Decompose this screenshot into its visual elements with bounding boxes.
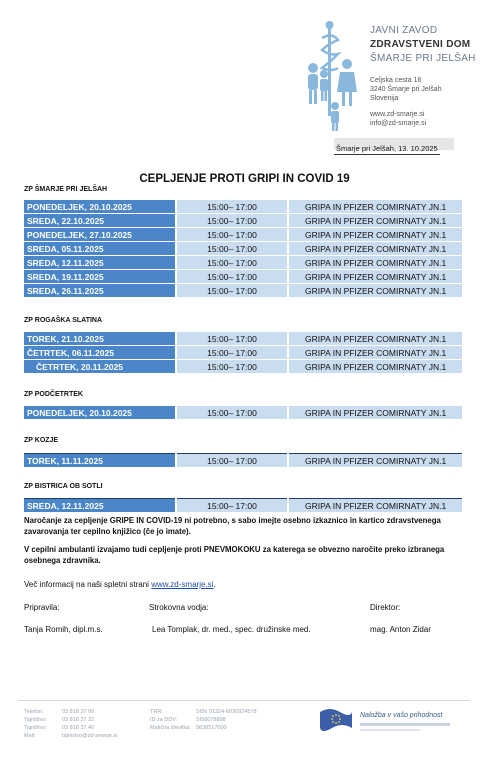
footer-divider xyxy=(18,700,470,701)
table-row xyxy=(24,499,462,513)
table-row xyxy=(24,214,462,228)
footer-col1-values xyxy=(62,708,117,740)
header-email: info@zd-smarje.si xyxy=(370,120,427,127)
vaccine-cell: GRIPA IN PFIZER COMIRNATY JN.1 xyxy=(288,228,462,242)
day-cell: TOREK, 21.10.2025 xyxy=(24,332,176,346)
time-cell: 15:00– 17:00 xyxy=(176,228,288,242)
section-title-smarje: ZP ŠMARJE PRI JELŠAH xyxy=(24,186,108,193)
time-cell: 15:00– 17:00 xyxy=(176,454,288,468)
footer-label: Tajništvo: xyxy=(24,725,47,731)
time-cell: 15:00– 17:00 xyxy=(176,346,288,360)
day-cell: PONEDELJEK, 20.10.2025 xyxy=(24,200,176,214)
day-cell: SREDA, 19.11.2025 xyxy=(24,270,176,284)
director-label: Direktor: xyxy=(370,603,401,612)
time-cell: 15:00– 17:00 xyxy=(176,406,288,420)
org-name-line1: JAVNI ZAVOD xyxy=(370,25,438,36)
logo-figures-icon xyxy=(300,20,362,132)
footer-label: Mail: xyxy=(24,733,36,739)
time-cell: 15:00– 17:00 xyxy=(176,499,288,513)
table-row xyxy=(24,256,462,270)
date-place: Šmarje pri Jelšah, 13. 10.2025 xyxy=(336,144,438,153)
time-cell: 15:00– 17:00 xyxy=(176,242,288,256)
footer-value: 03 818 37 32 xyxy=(62,717,95,723)
eu-subtext-line xyxy=(360,723,450,726)
director-name: mag. Anton Zidar xyxy=(370,625,431,634)
schedule-table-podcetrtek xyxy=(24,406,462,420)
vaccine-cell: GRIPA IN PFIZER COMIRNATY JN.1 xyxy=(288,214,462,228)
day-cell: SREDA, 12.11.2025 xyxy=(24,256,176,270)
expert-name: Lea Tomplak, dr. med., spec. družinske med. xyxy=(152,625,311,634)
day-cell: ČETRTEK, 20.11.2025 xyxy=(24,360,176,374)
eu-slogan: Naložba v vašo prihodnost xyxy=(360,712,443,719)
section-title-rogaska: ZP ROGAŠKA SLATINA xyxy=(24,317,103,324)
section-title-bistrica: ZP BISTRICA OB SOTLI xyxy=(24,483,103,490)
day-cell: SREDA, 12.11.2025 xyxy=(24,499,176,513)
footer-value: tajnistvo@zd-smarje.si xyxy=(62,733,118,739)
time-cell: 15:00– 17:00 xyxy=(176,360,288,374)
day-cell: SREDA, 05.11.2025 xyxy=(24,242,176,256)
footer-value: 03 818 37 40 xyxy=(62,725,95,731)
day-cell: ČETRTEK, 06.11.2025 xyxy=(24,346,176,360)
prepared-label: Pripravila: xyxy=(24,603,60,612)
table-row xyxy=(24,454,462,468)
more-info xyxy=(24,580,216,589)
footer-label: ID za DDV: xyxy=(150,717,178,723)
page-title: CEPLJENJE PROTI GRIPI IN COVID 19 xyxy=(139,173,350,185)
footer-col2-values xyxy=(196,708,257,732)
time-cell: 15:00– 17:00 xyxy=(176,214,288,228)
address-line3: Slovenija xyxy=(370,95,399,102)
address-line2: 3240 Šmarje pri Jelšah xyxy=(370,86,442,93)
table-row xyxy=(24,332,462,346)
footer-col1-labels xyxy=(24,708,47,740)
time-cell: 15:00– 17:00 xyxy=(176,332,288,346)
note-no-appointment: Naročanje za cepljenje GRIPE IN COVID-19 ni potrebno, s sabo imejte osebno izkaznico in kartico zdravstvenega zavarovanja ter cepilno knjižico (če jo imate). xyxy=(24,516,441,536)
eu-flag-icon xyxy=(318,706,354,732)
date-box xyxy=(334,138,454,153)
vaccine-cell: GRIPA IN PFIZER COMIRNATY JN.1 xyxy=(288,332,462,346)
day-cell: TOREK, 11.11.2025 xyxy=(24,454,176,468)
table-row xyxy=(24,346,462,360)
day-cell: PONEDELJEK, 27.10.2025 xyxy=(24,228,176,242)
time-cell: 15:00– 17:00 xyxy=(176,200,288,214)
table-row xyxy=(24,242,462,256)
more-info-text: Več informacij na naši spletni strani xyxy=(24,580,149,589)
logo xyxy=(300,20,362,132)
more-info-suffix: . xyxy=(213,580,216,589)
vaccine-cell: GRIPA IN PFIZER COMIRNATY JN.1 xyxy=(288,346,462,360)
table-row xyxy=(24,270,462,284)
footer-value: SI58078898 xyxy=(196,717,226,723)
website-link[interactable]: www.zd-smarje.si xyxy=(151,580,214,589)
footer-value: SI56 01324-6030924578 xyxy=(196,709,257,715)
footer-col2-labels xyxy=(150,708,191,732)
vaccine-cell: GRIPA IN PFIZER COMIRNATY JN.1 xyxy=(288,360,462,374)
footer-label: Telefon: xyxy=(24,709,44,715)
vaccine-cell: GRIPA IN PFIZER COMIRNATY JN.1 xyxy=(288,256,462,270)
footer-value: 03 818 37 00 xyxy=(62,709,95,715)
vaccine-cell: GRIPA IN PFIZER COMIRNATY JN.1 xyxy=(288,284,462,298)
day-cell: SREDA, 22.10.2025 xyxy=(24,214,176,228)
vaccine-cell: GRIPA IN PFIZER COMIRNATY JN.1 xyxy=(288,200,462,214)
org-name-line3: ŠMARJE PRI JELŠAH xyxy=(370,53,476,64)
footer-label: TRR: xyxy=(150,709,163,715)
vaccine-cell: GRIPA IN PFIZER COMIRNATY JN.1 xyxy=(288,454,462,468)
schedule-table-smarje xyxy=(24,200,462,298)
vaccine-cell: GRIPA IN PFIZER COMIRNATY JN.1 xyxy=(288,242,462,256)
vaccine-cell: GRIPA IN PFIZER COMIRNATY JN.1 xyxy=(288,499,462,513)
address-line1: Celjska cesta 16 xyxy=(370,77,422,84)
vaccine-cell: GRIPA IN PFIZER COMIRNATY JN.1 xyxy=(288,270,462,284)
expert-label: Strokovna vodja: xyxy=(149,603,209,612)
schedule-table-kozje xyxy=(24,453,462,468)
section-title-podcetrtek: ZP PODČETRTEK xyxy=(24,391,83,398)
eu-flag xyxy=(318,706,354,732)
note-pneumococcus: V cepilni ambulanti izvajamo tudi cepljenje proti PNEVMOKOKU za katerega se obvezno naročite preko izbranega osebnega zdravnika. xyxy=(24,545,445,565)
time-cell: 15:00– 17:00 xyxy=(176,256,288,270)
table-row xyxy=(24,360,462,374)
footer-value: 5638517000 xyxy=(196,725,227,731)
time-cell: 15:00– 17:00 xyxy=(176,284,288,298)
day-cell: PONEDELJEK, 20.10.2025 xyxy=(24,406,176,420)
schedule-table-rogaska xyxy=(24,332,462,374)
table-row xyxy=(24,284,462,298)
prepared-name: Tanja Romih, dipl.m.s. xyxy=(24,625,103,634)
eu-subtext-line xyxy=(360,729,420,731)
org-name-line2: ZDRAVSTVENI DOM xyxy=(370,39,471,50)
schedule-table-bistrica xyxy=(24,498,462,513)
time-cell: 15:00– 17:00 xyxy=(176,270,288,284)
footer-label: Matična številka: xyxy=(150,725,191,731)
vaccine-cell: GRIPA IN PFIZER COMIRNATY JN.1 xyxy=(288,406,462,420)
table-row xyxy=(24,228,462,242)
table-row xyxy=(24,200,462,214)
header-web: www.zd-smarje.si xyxy=(370,111,425,118)
footer-label: Tajništvo: xyxy=(24,717,47,723)
table-row xyxy=(24,406,462,420)
day-cell: SREDA, 26.11.2025 xyxy=(24,284,176,298)
section-title-kozje: ZP KOZJE xyxy=(24,437,59,444)
